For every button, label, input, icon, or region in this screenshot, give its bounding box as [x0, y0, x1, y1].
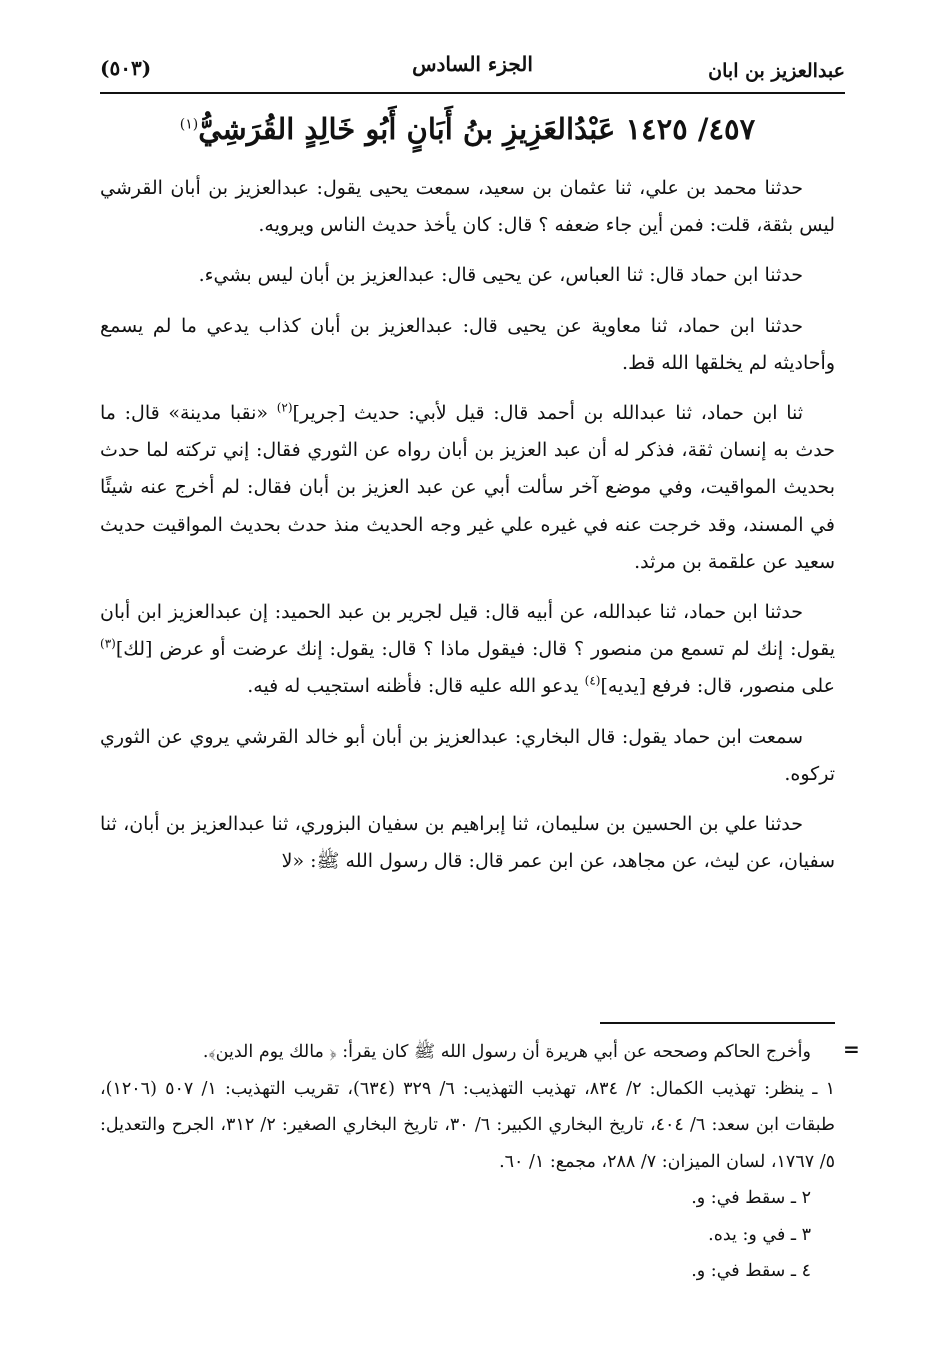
- footnote-ref: (٢): [276, 400, 293, 415]
- page-number: (٥٠٣): [100, 56, 152, 80]
- footnotes: [100, 1034, 835, 1290]
- continuation-mark: =: [843, 1037, 860, 1061]
- main-text: [100, 170, 835, 893]
- footnote-item: ١ ـ ينظر: تهذيب الكمال: ٢/ ٨٣٤، تهذيب التهذيب: ٦/ ٣٢٩ (٦٣٤)، تقريب التهذيب: ١/ ٥٠٧ (١٢٠٦)، طبقات ابن سعد: ٦/ ٤٠٤، تاريخ البخاري الكبير: ٦/ ٣٠، تاريخ البخاري الصغير: ٢/ ٣١٢، الجرح والتعديل: ٥/ ١٧٦٧، لسان الميزان: ٧/ ٢٨٨، مجمع: ١/ ٦٠.: [100, 1078, 835, 1172]
- footnote-item: ٣ ـ في و: يده.: [708, 1224, 811, 1245]
- paragraph: حدثنا ابن حماد قال: ثنا العباس، عن يحيى قال: عبدالعزيز بن أبان ليس بشيء.: [198, 264, 803, 287]
- footnote-item: ٢ ـ سقط في: و.: [691, 1188, 811, 1208]
- paragraph-text: يدعو الله عليه قال: فأظنه استجيب له فيه.: [247, 675, 585, 698]
- paragraph-text: ثنا ابن حماد، ثنا عبدالله بن أحمد قال: قيل لأبي: حديث [جرير]: [292, 402, 804, 425]
- footnote-item: ٤ ـ سقط في: و.: [691, 1261, 811, 1281]
- paragraph: حدثنا محمد بن علي، ثنا عثمان بن سعيد، سمعت يحيى يقول: عبدالعزيز بن أبان القرشي ليس بثقة، قلت: فمن أين جاء ضعفه ؟ قال: كان يأخذ حديث الناس ويرويه.: [100, 177, 835, 237]
- paragraph: [100, 594, 835, 706]
- entry-title: [100, 112, 835, 146]
- paragraph: حدثنا علي بن الحسين بن سليمان، ثنا إبراهيم بن سفيان البزوري، ثنا عبدالعزيز بن أبان، ثنا سفيان، عن ليث، عن مجاهد، عن ابن عمر قال: قال رسول الله ﷺ: «لا: [100, 813, 835, 873]
- paragraph-text: حدثنا ابن حماد، ثنا عبدالله، عن أبيه قال: قيل لجرير بن عبد الحميد: إن عبدالعزيز ابن أبان يقول: إنك لم تسمع من منصور ؟ قال: فيقول ماذا ؟ قال: يقول: إنك عرضت أو عرض [لك]: [100, 601, 835, 661]
- footnote-separator: [600, 1022, 835, 1024]
- entry-title-text: ٤٥٧/ ١٤٢٥ عَبْدُالعَزِيزِ بنُ أَبَانٍ أَبُو خَالِدٍ القُرَشِيُّ: [198, 112, 756, 146]
- footnote-ref: (٤): [584, 674, 601, 689]
- paragraph-text: «نقبا مدينة» قال: ما حدث به إنسان ثقة، فذكر له أن عبد العزيز بن أبان رواه عن الثوري فقال: إني تركته لما حدث بحديث المواقيت، وفي موضع آخر سألت أبي عن عبد العزيز بن أبان فقال: لم أخرج عنه شيئًا في المسند، وقد خرجت عنه في غيره علي غير وجه الحديث منذ حدث بحديث المواقيت حديث سعيد عن علقمة بن مرثد.: [100, 402, 835, 573]
- paragraph-text: على منصور، قال: فرفع [يديه]: [600, 675, 835, 698]
- title-footnote-ref: (١): [179, 116, 199, 133]
- footnote-ref: (٣): [100, 636, 116, 651]
- header-rule: [100, 92, 845, 94]
- paragraph: حدثنا ابن حماد، ثنا معاوية عن يحيى قال: عبدالعزيز بن أبان كذاب يدعي ما لم يسمع وأحاديثه لم يخلقها الله قط.: [100, 314, 835, 374]
- footnote-continuation: وأخرج الحاكم وصححه عن أبي هريرة أن رسول الله ﷺ كان يقرأ: ﴿ مالك يوم الدين﴾.: [202, 1042, 811, 1062]
- paragraph: سمعت ابن حماد يقول: قال البخاري: عبدالعزيز بن أبان أبو خالد القرشي يروي عن الثوري تركوه.: [100, 725, 835, 785]
- volume-label: الجزء السادس: [412, 52, 533, 76]
- running-title: عبدالعزيز بن ابان: [708, 60, 845, 82]
- running-header: [100, 48, 845, 88]
- paragraph: [100, 395, 835, 581]
